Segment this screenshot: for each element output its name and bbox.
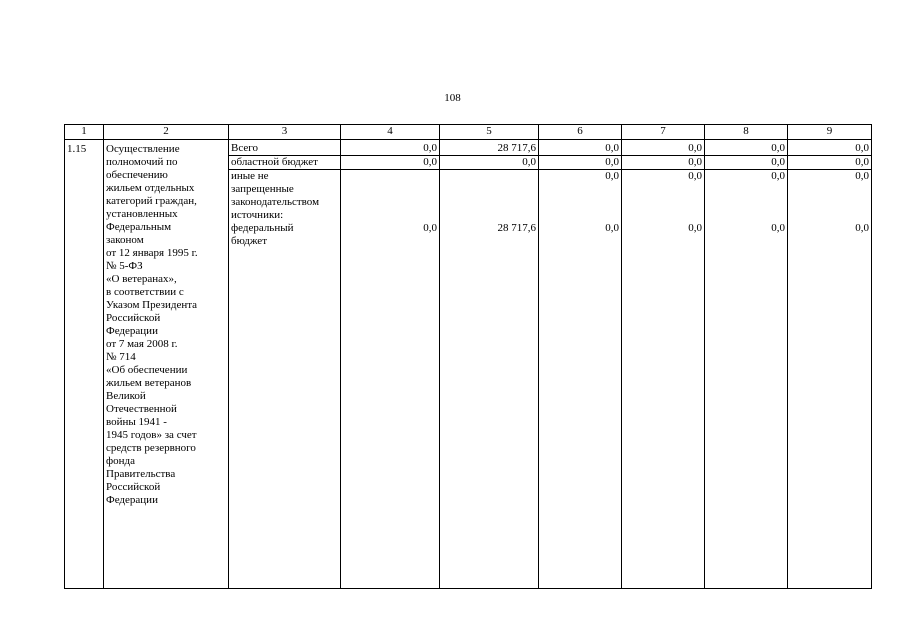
value-federal: 0,0 bbox=[855, 222, 869, 234]
column-header: 6 bbox=[539, 125, 622, 140]
description-line: № 5-ФЗ bbox=[106, 260, 143, 272]
description-line: Российской bbox=[106, 312, 161, 324]
value-cell: 28 717,6 bbox=[440, 140, 539, 156]
description-line: средств резервного bbox=[106, 442, 196, 454]
source-label: Всего bbox=[229, 140, 341, 156]
value-cell: 0,0 bbox=[440, 156, 539, 170]
column-header: 5 bbox=[440, 125, 539, 140]
description-line: Великой bbox=[106, 390, 146, 402]
value-cell: 0,0 bbox=[622, 140, 705, 156]
column-header: 7 bbox=[622, 125, 705, 140]
value-federal: 0,0 bbox=[605, 222, 619, 234]
value-cell bbox=[440, 170, 539, 589]
value-federal: 0,0 bbox=[423, 222, 437, 234]
source-label-line: запрещенные bbox=[231, 183, 294, 195]
value-cell bbox=[622, 170, 705, 589]
description-line: войны 1941 - bbox=[106, 416, 167, 428]
value-cell: 0,0 bbox=[705, 156, 788, 170]
value-cell: 0,0 bbox=[539, 156, 622, 170]
description-line: Федерации bbox=[106, 494, 158, 506]
description-line: законом bbox=[106, 234, 144, 246]
value-cell bbox=[788, 170, 872, 589]
row-description bbox=[104, 140, 229, 589]
column-header: 9 bbox=[788, 125, 872, 140]
source-label-line: законодательством bbox=[231, 196, 320, 208]
value-other: 0,0 bbox=[688, 170, 702, 182]
description-line: Отечественной bbox=[106, 403, 177, 415]
value-federal: 0,0 bbox=[688, 222, 702, 234]
source-label: областной бюджет bbox=[229, 156, 341, 170]
description-line: Осуществление bbox=[106, 143, 180, 155]
row-index: 1.15 bbox=[65, 140, 104, 589]
source-label-line: источники: bbox=[231, 209, 284, 221]
column-header: 3 bbox=[229, 125, 341, 140]
value-cell bbox=[705, 170, 788, 589]
description-line: жильем отдельных bbox=[106, 182, 195, 194]
source-label-line: иные не bbox=[231, 170, 269, 182]
value-other: 0,0 bbox=[855, 170, 869, 182]
description-line: жильем ветеранов bbox=[106, 377, 192, 389]
value-federal: 28 717,6 bbox=[497, 222, 536, 234]
description-line: «Об обеспечении bbox=[106, 364, 188, 376]
source-label-group bbox=[229, 170, 341, 589]
value-cell: 0,0 bbox=[341, 140, 440, 156]
description-line: от 7 мая 2008 г. bbox=[106, 338, 178, 350]
description-line: полномочий по bbox=[106, 156, 178, 168]
description-line: от 12 января 1995 г. bbox=[106, 247, 198, 259]
description-line: «О ветеранах», bbox=[106, 273, 177, 285]
table-row-total bbox=[65, 140, 872, 156]
page-number: 108 bbox=[444, 92, 461, 104]
value-cell bbox=[341, 170, 440, 589]
value-cell: 0,0 bbox=[539, 140, 622, 156]
value-other: 0,0 bbox=[771, 170, 785, 182]
description-line: Федерации bbox=[106, 325, 158, 337]
column-header: 4 bbox=[341, 125, 440, 140]
value-cell: 0,0 bbox=[622, 156, 705, 170]
table-header-row bbox=[65, 125, 872, 140]
description-line: Российской bbox=[106, 481, 161, 493]
value-cell bbox=[539, 170, 622, 589]
value-cell: 0,0 bbox=[705, 140, 788, 156]
description-line: обеспечению bbox=[106, 169, 168, 181]
description-line: Указом Президента bbox=[106, 299, 198, 311]
description-line: Федеральным bbox=[106, 221, 172, 233]
value-federal: 0,0 bbox=[771, 222, 785, 234]
source-label-line: федеральный bbox=[231, 222, 294, 234]
value-other: 0,0 bbox=[605, 170, 619, 182]
description-line: установленных bbox=[106, 208, 178, 220]
value-cell: 0,0 bbox=[788, 140, 872, 156]
value-cell: 0,0 bbox=[341, 156, 440, 170]
description-line: в соответствии с bbox=[106, 286, 184, 298]
description-line: № 714 bbox=[106, 351, 136, 363]
column-header: 8 bbox=[705, 125, 788, 140]
column-header: 2 bbox=[104, 125, 229, 140]
budget-table bbox=[64, 124, 872, 589]
description-line: категорий граждан, bbox=[106, 195, 197, 207]
description-line: 1945 годов» за счет bbox=[106, 429, 197, 441]
value-cell: 0,0 bbox=[788, 156, 872, 170]
source-label-line: бюджет bbox=[231, 235, 267, 247]
column-header: 1 bbox=[65, 125, 104, 140]
description-line: Правительства bbox=[106, 468, 176, 480]
description-line: фонда bbox=[106, 455, 135, 467]
